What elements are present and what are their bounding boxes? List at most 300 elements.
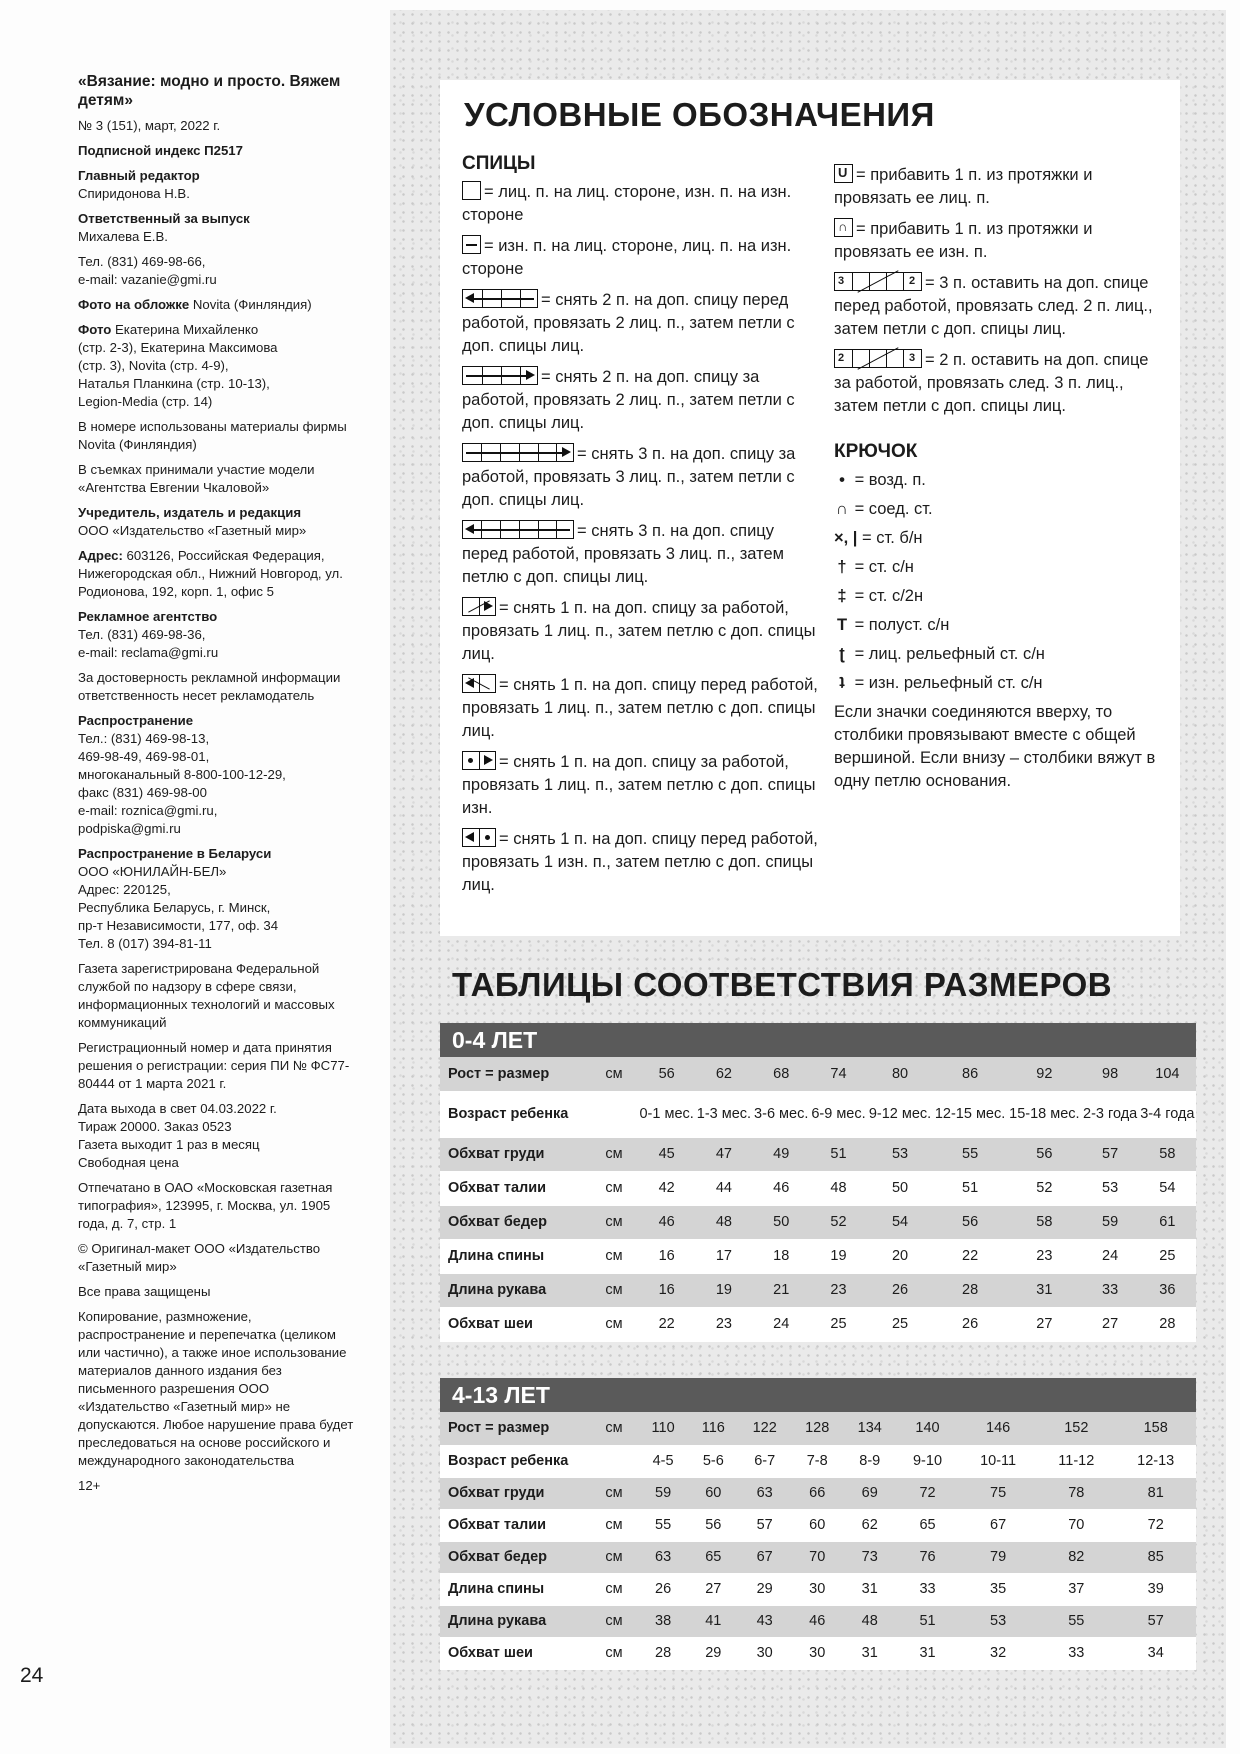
value-cell: 41 <box>705 1613 722 1629</box>
legend-text: = 3 п. оставить на доп. спице перед работой, провязать след. 2 п. лиц., затем петли с доп. спицы лиц. <box>834 274 1153 338</box>
responsible-name: Михалева Е.В. <box>78 229 168 244</box>
legend-text: = ст. б/н <box>857 529 923 547</box>
value-cell: 39 <box>1147 1581 1164 1597</box>
value-cell: 46 <box>658 1214 675 1230</box>
value-cell: 36 <box>1159 1282 1176 1298</box>
legend-text: = снять 1 п. на доп. спицу перед работой, провязать 1 лиц. п., затем петлю с доп. спицы лиц. <box>462 676 818 740</box>
value-cell: 55 <box>655 1517 672 1533</box>
row-label: Возраст ребенка <box>448 1453 569 1469</box>
row-label: Обхват груди <box>448 1485 545 1501</box>
treble-crochet-icon: ‡ <box>837 587 847 605</box>
value-cell: 72 <box>919 1485 936 1501</box>
release-line: Газета выходит 1 раз в месяц <box>78 1137 260 1152</box>
cross-1-back-purl-symbol <box>462 751 496 770</box>
value-cell: 30 <box>756 1645 773 1661</box>
value-cell: 65 <box>919 1517 936 1533</box>
value-cell: 20 <box>891 1248 909 1264</box>
knit-stitch-symbol <box>462 181 481 200</box>
table-row <box>440 1541 1196 1573</box>
value-cell: 55 <box>962 1146 979 1162</box>
value-cell: 152 <box>1064 1420 1089 1437</box>
cable-2-front-symbol <box>462 289 538 308</box>
unit-cell: см <box>605 1420 623 1437</box>
value-cell: 31 <box>861 1581 878 1597</box>
row-label: Обхват шеи <box>448 1645 533 1661</box>
value-cell: 51 <box>919 1613 936 1629</box>
value-cell: 60 <box>809 1517 826 1533</box>
cross-1-back-symbol <box>462 597 496 616</box>
photo-credit: Наталья Планкина (стр. 10-13), <box>78 376 270 391</box>
value-cell: 37 <box>1068 1581 1085 1597</box>
row-label: Обхват бедер <box>448 1214 548 1230</box>
value-cell: 19 <box>715 1282 732 1298</box>
value-cell: 134 <box>857 1420 882 1437</box>
value-cell: 30 <box>809 1581 826 1597</box>
distribution-line: e-mail: roznica@gmi.ru, <box>78 803 218 818</box>
value-cell: 11-12 <box>1058 1453 1095 1469</box>
legend-text: = лиц. рельефный ст. с/н <box>850 645 1045 663</box>
legend-item <box>462 751 820 820</box>
ads-agency-label: Рекламное агентство <box>78 609 218 624</box>
chain-stitch-icon: • <box>839 471 845 489</box>
value-cell: 25 <box>830 1316 847 1332</box>
unit-cell: см <box>605 1282 623 1298</box>
release-line: Тираж 20000. Заказ 0523 <box>78 1119 232 1134</box>
value-cell: 42 <box>658 1180 675 1196</box>
row-label: Возраст ребенка <box>448 1106 569 1122</box>
legend-text: = изн. п. на лиц. стороне, лиц. п. на изн. стороне <box>462 237 792 278</box>
age-rating: 12+ <box>78 1478 101 1493</box>
value-cell: 22 <box>962 1248 979 1264</box>
legend-text: = снять 1 п. на доп. спицу перед работой, провязать 1 изн. п., затем петлю с доп. спицы лиц. <box>462 830 818 894</box>
release-line: Дата выхода в свет 04.03.2022 г. <box>78 1101 277 1116</box>
value-cell: 128 <box>805 1420 830 1437</box>
legend-text: = 2 п. оставить на доп. спице за работой, провязать след. 3 п. лиц., затем петли с доп. спицы лиц. <box>834 351 1149 415</box>
legend-text: = возд. п. <box>850 471 926 489</box>
value-cell: 25 <box>891 1316 909 1332</box>
value-cell: 23 <box>830 1282 847 1298</box>
value-cell: 50 <box>891 1180 909 1196</box>
value-cell: 53 <box>990 1613 1007 1629</box>
registration-number: Регистрационный номер и дата принятия решения о регистрации: серия ПИ № ФС77-80444 от 1 марта 2021 г. <box>78 1040 350 1091</box>
value-cell: 85 <box>1147 1549 1164 1565</box>
value-cell: 68 <box>773 1065 790 1082</box>
value-cell: 18 <box>773 1248 790 1264</box>
value-cell: 56 <box>1036 1146 1053 1162</box>
value-cell: 26 <box>962 1316 979 1332</box>
value-cell: 8-9 <box>859 1453 881 1469</box>
table-row <box>440 1171 1196 1205</box>
row-label: Обхват талии <box>448 1180 547 1196</box>
legend-item <box>834 349 1164 418</box>
row-label: Длина рукава <box>448 1613 547 1629</box>
table-row <box>440 1057 1196 1091</box>
value-cell: 7-8 <box>806 1453 828 1469</box>
cover-photo-label: Фото на обложке <box>78 297 190 312</box>
value-cell: 158 <box>1143 1420 1168 1437</box>
address-value: 603126, Российская Федерация, Нижегородская обл., Нижний Новгород, ул. Родионова, 192, корп. 1, офис 5 <box>78 548 343 599</box>
belarus-line: Тел. 8 (017) 394-81-11 <box>78 936 212 951</box>
value-cell: 56 <box>962 1214 979 1230</box>
value-cell: 80 <box>891 1065 909 1082</box>
value-cell: 38 <box>655 1613 672 1629</box>
value-cell: 31 <box>919 1645 936 1661</box>
legend-item <box>462 597 820 666</box>
legend-text: = ст. с/2н <box>850 587 924 605</box>
distribution-label: Распространение <box>78 713 194 728</box>
value-cell: 30 <box>809 1645 826 1661</box>
hook-heading: КРЮЧОК <box>834 441 918 462</box>
unit-cell: см <box>605 1549 623 1565</box>
cable-2-back-symbol <box>462 366 538 385</box>
release-line: Свободная цена <box>78 1155 179 1170</box>
value-cell: 65 <box>705 1549 722 1565</box>
value-cell: 10-11 <box>980 1453 1017 1469</box>
row-label: Рост = размер <box>448 1065 550 1082</box>
legend-item <box>462 181 820 227</box>
photo-credit: (стр. 2-3), Екатерина Максимова <box>78 340 278 355</box>
value-cell: 4-5 <box>652 1453 674 1469</box>
value-cell: 79 <box>990 1549 1007 1565</box>
table-row <box>440 1273 1196 1307</box>
value-cell: 29 <box>705 1645 722 1661</box>
half-double-crochet-icon: T <box>836 616 848 634</box>
table-row <box>440 1137 1196 1171</box>
printing-house: Отпечатано в ОАО «Московская газетная типография», 123995, г. Москва, ул. 1905 года, д. 7, стр. 1 <box>78 1180 333 1231</box>
value-cell: 48 <box>715 1214 732 1230</box>
cross-1-front-symbol <box>462 674 496 693</box>
hook-item <box>834 498 1164 521</box>
size-tables-title: ТАБЛИЦЫ СООТВЕТСТВИЯ РАЗМЕРОВ <box>452 966 1113 1003</box>
value-cell: 59 <box>655 1485 672 1501</box>
value-cell: 31 <box>861 1645 878 1661</box>
legend-text: = соед. ст. <box>850 500 933 518</box>
hook-item <box>834 672 1164 695</box>
row-label: Обхват талии <box>448 1517 547 1533</box>
value-cell: 140 <box>915 1420 940 1437</box>
table-row <box>440 1412 1196 1445</box>
slip-stitch-icon: ∩ <box>836 500 848 518</box>
legend-text: = лиц. п. на лиц. стороне, изн. п. на изн. стороне <box>462 183 792 224</box>
value-cell: 146 <box>986 1420 1011 1437</box>
value-cell: 58 <box>1159 1146 1176 1162</box>
value-cell: 24 <box>773 1316 790 1332</box>
photo-label: Фото <box>78 322 112 337</box>
cable-3-2-front-symbol: 3 2 <box>834 272 922 291</box>
front-post-dc-icon: ʈ <box>839 645 845 663</box>
table-row <box>440 1307 1196 1341</box>
value-cell: 76 <box>919 1549 936 1565</box>
legend-item <box>462 674 820 743</box>
value-cell: 47 <box>715 1146 732 1162</box>
distribution-line: многоканальный 8-800-100-12-29, <box>78 767 286 782</box>
issue-info: № 3 (151), март, 2022 г. <box>78 118 221 133</box>
value-cell: 122 <box>752 1420 777 1437</box>
legend-item <box>462 289 820 358</box>
table-row <box>440 1637 1196 1669</box>
unit-cell: см <box>605 1645 623 1661</box>
value-cell: 52 <box>830 1214 847 1230</box>
unit-cell <box>590 1091 638 1137</box>
imprint-column <box>78 72 358 1502</box>
legend-item <box>462 366 820 435</box>
table-row <box>440 1445 1196 1477</box>
unit-cell: см <box>605 1248 623 1264</box>
value-cell: 78 <box>1068 1485 1085 1501</box>
models-note: В съемках принимали участие модели «Агентства Евгении Чкаловой» <box>78 462 315 495</box>
legend-item <box>834 164 1164 210</box>
value-cell: 25 <box>1159 1248 1176 1264</box>
value-cell: 26 <box>891 1282 909 1298</box>
value-cell: 58 <box>1036 1214 1053 1230</box>
value-cell: 69 <box>861 1485 878 1501</box>
value-cell: 57 <box>1102 1146 1119 1162</box>
value-cell: 110 <box>651 1420 675 1437</box>
unit-cell: см <box>605 1485 623 1501</box>
value-cell: 57 <box>756 1517 773 1533</box>
value-cell: 22 <box>658 1316 675 1332</box>
legend-text: = ст. с/н <box>850 558 914 576</box>
value-cell: 70 <box>809 1549 826 1565</box>
legend-text: = снять 2 п. на доп. спицу перед работой, провязать 2 лиц. п., затем петли с доп. спицы лиц. <box>462 291 795 355</box>
value-cell: 53 <box>891 1146 909 1162</box>
table-row <box>440 1477 1196 1509</box>
value-cell: 9-12 мес. <box>868 1106 932 1122</box>
legend-item <box>462 828 820 897</box>
value-cell: 67 <box>756 1549 773 1565</box>
legend-item <box>834 218 1164 264</box>
hook-item <box>834 527 1164 550</box>
value-cell: 35 <box>990 1581 1007 1597</box>
unit-cell: см <box>605 1613 623 1629</box>
value-cell: 73 <box>861 1549 878 1565</box>
value-cell: 46 <box>809 1613 826 1629</box>
value-cell: 27 <box>1036 1316 1053 1332</box>
founder-label: Учредитель, издатель и редакция <box>78 505 302 520</box>
belarus-line: Адрес: 220125, <box>78 882 171 897</box>
cable-3-front-symbol <box>462 520 574 539</box>
value-cell: 55 <box>1068 1613 1085 1629</box>
value-cell: 12-13 <box>1137 1453 1175 1469</box>
value-cell: 45 <box>658 1146 675 1162</box>
address-label: Адрес: <box>78 548 123 563</box>
value-cell: 33 <box>1068 1645 1085 1661</box>
value-cell: 49 <box>773 1146 790 1162</box>
value-cell: 53 <box>1102 1180 1119 1196</box>
hook-note: Если значки соединяются вверху, то столбики провязывают вместе с общей вершиной. Если внизу – столбики вяжут в одну петлю основания. <box>834 703 1156 790</box>
value-cell: 62 <box>861 1517 878 1533</box>
unit-cell: см <box>605 1316 623 1332</box>
size-table-4-13 <box>440 1412 1196 1670</box>
value-cell: 72 <box>1147 1517 1164 1533</box>
value-cell: 26 <box>655 1581 672 1597</box>
distribution-line: Тел.: (831) 469-98-13, <box>78 731 210 746</box>
value-cell: 54 <box>1159 1180 1176 1196</box>
value-cell: 16 <box>658 1282 675 1298</box>
value-cell: 23 <box>715 1316 732 1332</box>
photo-credit: Legion-Media (стр. 14) <box>78 394 213 409</box>
row-label: Длина спины <box>448 1248 545 1264</box>
rights-reserved: Все права защищены <box>78 1284 211 1299</box>
row-label: Длина спины <box>448 1581 545 1597</box>
value-cell: 48 <box>830 1180 847 1196</box>
ads-disclaimer: За достоверность рекламной информации ответственность несет рекламодатель <box>78 670 341 703</box>
value-cell: 50 <box>773 1214 790 1230</box>
value-cell: 56 <box>705 1517 722 1533</box>
editor-email: e-mail: vazanie@gmi.ru <box>78 272 217 287</box>
age-band-0-4: 0-4 ЛЕТ <box>440 1023 1196 1057</box>
value-cell: 1-3 мес. <box>696 1106 752 1122</box>
value-cell: 81 <box>1147 1485 1164 1501</box>
value-cell: 56 <box>658 1065 675 1082</box>
table-row <box>440 1605 1196 1637</box>
value-cell: 28 <box>962 1282 979 1298</box>
value-cell: 28 <box>655 1645 672 1661</box>
copy-notice: Копирование, размножение, распространение и перепечатка (целиком или частично), а также иное использование материалов данного издания без письменного разрешения ООО «Издательство «Газетный мир» не допускаются. Любое нарушение права будет преследоваться на основе российского и международного законодательства <box>78 1309 354 1468</box>
value-cell: 15-18 мес. <box>1009 1106 1080 1122</box>
size-table-0-4 <box>440 1057 1196 1342</box>
value-cell: 6-9 мес. <box>811 1106 866 1122</box>
table-row <box>440 1239 1196 1273</box>
value-cell: 0-1 мес. <box>639 1106 694 1122</box>
chief-editor-label: Главный редактор <box>78 168 200 183</box>
legend-text: = полуст. с/н <box>850 616 950 634</box>
cable-3-back-symbol <box>462 443 574 462</box>
value-cell: 63 <box>655 1549 672 1565</box>
value-cell: 116 <box>701 1420 725 1437</box>
value-cell: 3-6 мес. <box>754 1106 809 1122</box>
belarus-line: пр-т Независимости, 177, оф. 34 <box>78 918 279 933</box>
distribution-line: факс (831) 469-98-00 <box>78 785 207 800</box>
belarus-line: Республика Беларусь, г. Минск, <box>78 900 271 915</box>
distribution-line: 469-98-49, 469-98-01, <box>78 749 210 764</box>
value-cell: 61 <box>1159 1214 1176 1230</box>
value-cell: 43 <box>756 1613 773 1629</box>
value-cell: 9-10 <box>912 1453 943 1469</box>
row-label: Длина рукава <box>448 1282 547 1298</box>
materials-note: В номере использованы материалы фирмы Novita (Финляндия) <box>78 419 347 452</box>
page-number: 24 <box>20 1664 44 1687</box>
value-cell: 60 <box>705 1485 722 1501</box>
unit-cell: см <box>605 1581 623 1597</box>
needles-hook-column <box>834 164 1164 793</box>
legend-text: = снять 2 п. на доп. спицу за работой, провязать 2 лиц. п., затем петли с доп. спицы лиц. <box>462 368 795 432</box>
value-cell: 44 <box>715 1180 732 1196</box>
unit-cell: см <box>605 1180 623 1196</box>
value-cell: 32 <box>990 1645 1007 1661</box>
value-cell: 57 <box>1147 1613 1164 1629</box>
value-cell: 6-7 <box>754 1453 776 1469</box>
hook-item <box>834 643 1164 666</box>
photo-credit: Екатерина Михайленко <box>111 322 259 337</box>
row-label: Обхват груди <box>448 1146 545 1162</box>
unit-cell: см <box>605 1146 623 1162</box>
value-cell: 3-4 года <box>1140 1106 1195 1122</box>
value-cell: 5-6 <box>702 1453 724 1469</box>
unit-cell: см <box>605 1214 623 1230</box>
unit-cell: см <box>605 1065 623 1082</box>
increase-knit-symbol: U <box>834 164 853 183</box>
value-cell: 28 <box>1159 1316 1176 1332</box>
hook-item <box>834 469 1164 492</box>
value-cell: 82 <box>1068 1549 1085 1565</box>
legend-item <box>462 235 820 281</box>
value-cell: 66 <box>809 1485 826 1501</box>
responsible-label: Ответственный за выпуск <box>78 211 250 226</box>
value-cell: 98 <box>1102 1065 1119 1082</box>
table-row <box>440 1573 1196 1605</box>
needles-heading: СПИЦЫ <box>462 153 536 174</box>
value-cell: 67 <box>990 1517 1007 1533</box>
value-cell: 16 <box>658 1248 675 1264</box>
back-post-dc-icon: ʇ <box>839 674 845 692</box>
value-cell: 29 <box>756 1581 773 1597</box>
ads-tel: Тел. (831) 469-98-36, <box>78 627 206 642</box>
value-cell: 104 <box>1155 1065 1180 1082</box>
legend-text: = прибавить 1 п. из протяжки и провязать ее изн. п. <box>834 220 1093 261</box>
chief-editor-name: Спиридонова Н.В. <box>78 186 190 201</box>
value-cell: 12-15 мес. <box>934 1106 1006 1122</box>
value-cell: 63 <box>756 1485 773 1501</box>
value-cell: 51 <box>830 1146 847 1162</box>
value-cell: 75 <box>990 1485 1007 1501</box>
legend-item <box>462 443 820 512</box>
value-cell: 27 <box>705 1581 722 1597</box>
value-cell: 17 <box>715 1248 732 1264</box>
value-cell: 54 <box>891 1214 909 1230</box>
table-row <box>440 1509 1196 1541</box>
value-cell: 27 <box>1102 1316 1119 1332</box>
cover-photo-value: Novita (Финляндия) <box>189 297 312 312</box>
value-cell: 24 <box>1102 1248 1119 1264</box>
magazine-title: «Вязание: модно и просто. Вяжем детям» <box>78 73 341 109</box>
distribution-line: podpiska@gmi.ru <box>78 821 181 836</box>
value-cell: 92 <box>1036 1065 1053 1082</box>
cable-2-3-back-symbol: 2 3 <box>834 349 922 368</box>
row-label: Обхват бедер <box>448 1549 548 1565</box>
value-cell: 31 <box>1036 1282 1053 1298</box>
registration-note: Газета зарегистрирована Федеральной службой по надзору в сфере связи, информационных технологий и массовых коммуникаций <box>78 961 335 1030</box>
hook-item <box>834 614 1164 637</box>
legend-item <box>834 272 1164 341</box>
value-cell: 86 <box>962 1065 979 1082</box>
belarus-line: ООО «ЮНИЛАЙН-БЕЛ» <box>78 864 227 879</box>
editor-tel: Тел. (831) 469-98-66, <box>78 254 206 269</box>
value-cell: 52 <box>1036 1180 1053 1196</box>
legend-box <box>440 80 1180 936</box>
row-label: Рост = размер <box>448 1420 550 1437</box>
legend-title: УСЛОВНЫЕ ОБОЗНАЧЕНИЯ <box>464 96 935 133</box>
needles-column <box>462 152 820 905</box>
table-row <box>440 1091 1196 1137</box>
double-crochet-icon: † <box>837 558 847 576</box>
value-cell: 19 <box>830 1248 847 1264</box>
legend-text: = снять 1 п. на доп. спицу за работой, провязать 1 лиц. п., затем петлю с доп. спицы изн. <box>462 753 816 817</box>
increase-purl-symbol: ∩ <box>834 218 853 237</box>
ads-email: e-mail: reclama@gmi.ru <box>78 645 219 660</box>
founder-value: ООО «Издательство «Газетный мир» <box>78 523 307 538</box>
unit-cell <box>590 1445 638 1477</box>
legend-text: = прибавить 1 п. из протяжки и провязать ее лиц. п. <box>834 166 1093 207</box>
photo-credit: (стр. 3), Novita (стр. 4-9), <box>78 358 229 373</box>
value-cell: 34 <box>1147 1645 1164 1661</box>
purl-stitch-symbol <box>462 235 481 254</box>
value-cell: 33 <box>1102 1282 1119 1298</box>
row-label: Обхват шеи <box>448 1316 533 1332</box>
value-cell: 51 <box>962 1180 979 1196</box>
value-cell: 70 <box>1068 1517 1085 1533</box>
legend-item <box>462 520 820 589</box>
